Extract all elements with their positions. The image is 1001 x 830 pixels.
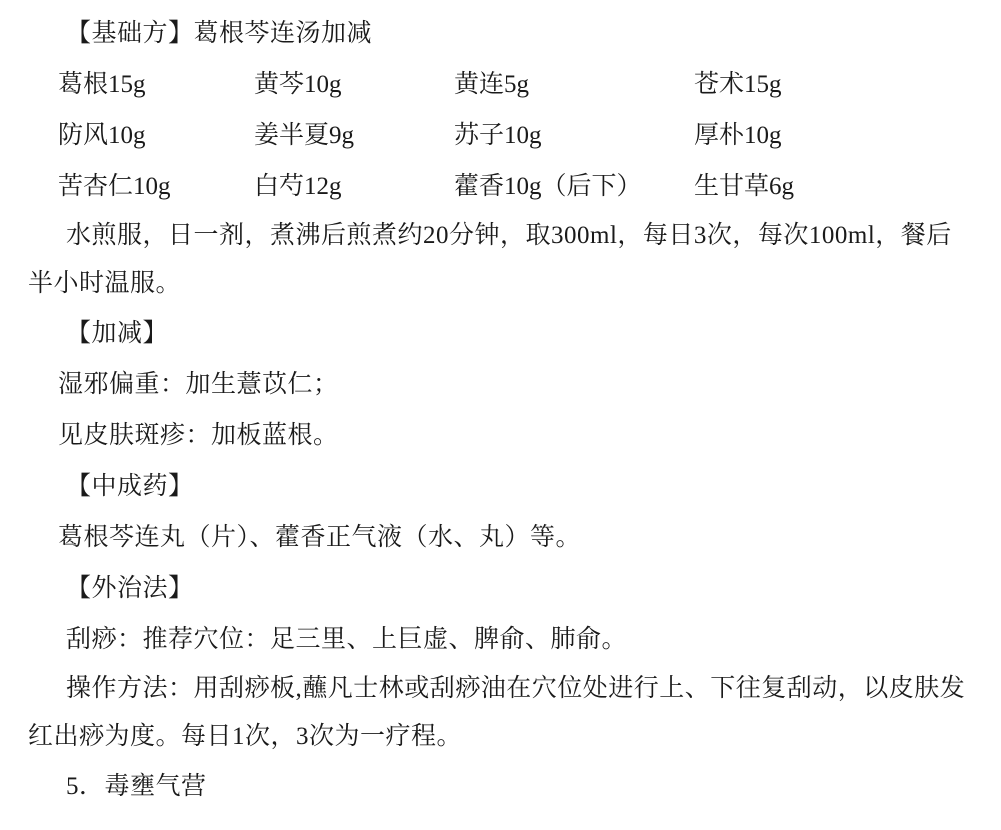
herb-row: [28, 161, 973, 212]
modification-item: 见皮肤斑疹：加板蓝根。: [58, 422, 339, 449]
next-section-item: 5．毒壅气营: [66, 773, 207, 800]
herb-item: 苏子10g: [454, 122, 542, 149]
herb-item: 黄连5g: [454, 71, 530, 98]
herb-item: 厚朴10g: [694, 122, 782, 149]
modification-item: 湿邪偏重：加生薏苡仁；: [58, 371, 339, 398]
external-therapy-points: 刮痧：推荐穴位：足三里、上巨虚、脾俞、肺俞。: [66, 626, 628, 653]
herb-item: 姜半夏9g: [254, 122, 355, 149]
herb-item: 葛根15g: [58, 71, 146, 98]
herb-item: 生甘草6g: [694, 173, 795, 200]
external-therapy-method: 操作方法：用刮痧板,蘸凡士林或刮痧油在穴位处进行上、下往复刮动，以皮肤发红出痧为度。每日1次，3次为一疗程。: [28, 675, 966, 750]
decoction-instructions: 水煎服，日一剂，煮沸后煎煮约20分钟，取300ml，每日3次，每次100ml，餐后半小时温服。: [28, 222, 952, 297]
modification-heading: 【加减】: [66, 320, 169, 347]
patent-medicine-text: 葛根芩连丸（片）、藿香正气液（水、丸）等。: [58, 524, 582, 551]
herb-item: 苍术15g: [694, 71, 782, 98]
herb-item: 白芍12g: [254, 173, 342, 200]
herb-item: 防风10g: [58, 122, 146, 149]
herb-item: 苦杏仁10g: [58, 173, 171, 200]
herb-row: [28, 59, 973, 110]
external-therapy-heading: 【外治法】: [66, 575, 194, 602]
base-formula-heading: 【基础方】葛根芩连汤加减: [66, 20, 373, 47]
herb-item: 藿香10g（后下）: [454, 173, 642, 200]
patent-medicine-heading: 【中成药】: [66, 473, 194, 500]
herb-row: [28, 110, 973, 161]
herb-item: 黄芩10g: [254, 71, 342, 98]
